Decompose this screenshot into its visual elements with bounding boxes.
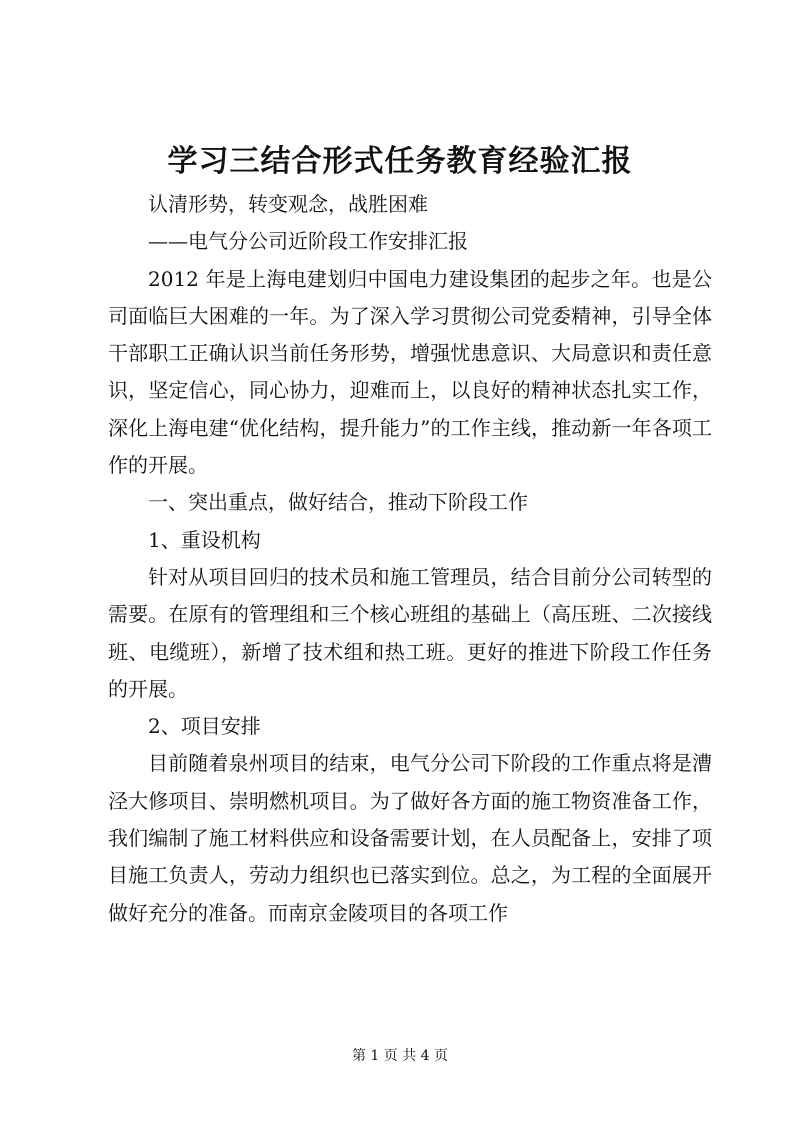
subtitle-line: ——电气分公司近阶段工作安排汇报 [148, 229, 468, 254]
body-paragraph: 目前随着泉州项目的结束，电气分公司下阶段的工作重点将是漕泾大修项目、崇明燃机项目。为了做好各方面的施工物资准备工作，我们编制了施工材料供应和设备需要计划，在人员配备上，安排了项目施工负责人，劳动力组织也已落实到位。总之，为工程的全面展开做好充分的准备。而南京金陵项目的各项工作 [108, 751, 712, 925]
page-footer: 第 1 页 共 4 页 [351, 1048, 449, 1064]
document-body [108, 186, 712, 932]
subsection-heading: 1、重设机构 [148, 527, 261, 552]
subtitle-line: 认清形势，转变观念，战胜困难 [148, 192, 428, 216]
body-paragraph: 针对从项目回归的技术员和施工管理员，结合目前分公司转型的需要。在原有的管理组和三个核心班组的基础上（高压班、二次接线班、电缆班），新增了技术组和热工班。更好的推进下阶段工作任务的开展。 [108, 564, 712, 701]
subsection-heading: 2、项目安排 [148, 714, 261, 739]
document-title: 学习三结合形式任务教育经验汇报 [167, 144, 633, 179]
body-paragraph: 2012 年是上海电建划归中国电力建设集团的起步之年。也是公司面临巨大困难的一年。为了深入学习贯彻公司党委精神，引导全体干部职工正确认识当前任务形势，增强忧患意识、大局意识和责任意识，坚定信心，同心协力，迎难而上，以良好的精神状态扎实工作，深化上海电建“优化结构，提升能力”的工作主线，推动新一年各项工作的开展。 [108, 266, 712, 478]
section-heading: 一、突出重点，做好结合，推动下阶段工作 [148, 490, 528, 515]
